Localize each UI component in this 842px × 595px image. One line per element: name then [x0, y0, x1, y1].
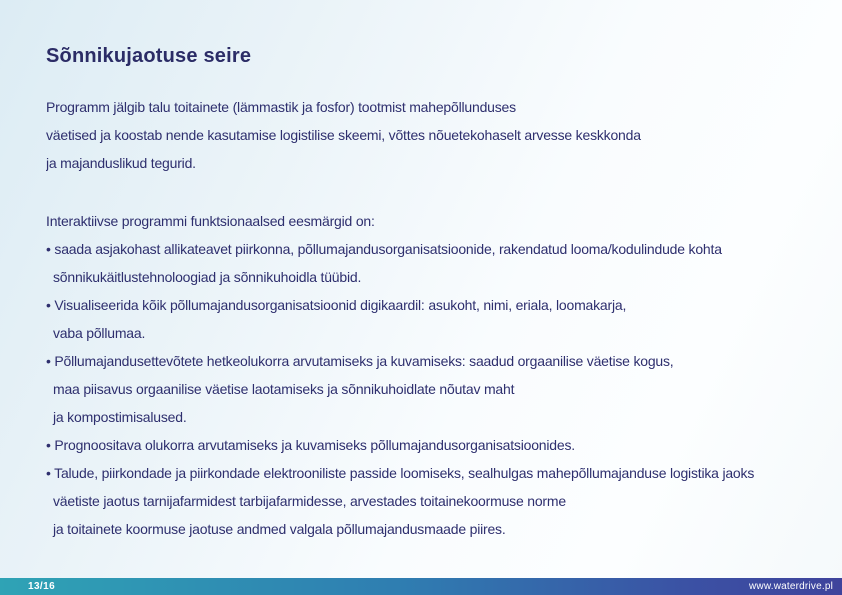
goal-bullet-line: • Prognoositava olukorra arvutamiseks ja kuvamiseks põllumajandusorganisatsioonides. [46, 437, 575, 453]
slide-body [46, 93, 832, 543]
intro-line: Programm jälgib talu toitainete (lämmastik ja fosfor) tootmist mahepõllunduses [46, 99, 516, 115]
goal-continuation-line: vaba põllumaa. [53, 325, 146, 341]
goal-bullet-line: • Põllumajandusettevõtete hetkeolukorra arvutamiseks ja kuvamiseks: saadud orgaanilise väetise kogus, [46, 353, 674, 369]
footer-bar [0, 578, 842, 595]
goal-continuation-line: ja toitainete koormuse jaotuse andmed valgala põllumajandusmaade piires. [53, 521, 506, 537]
goal-bullet-line: • Visualiseerida kõik põllumajandusorganisatsioonid digikaardil: asukoht, nimi, eriala, loomakarja, [46, 297, 627, 313]
page-number: 13/16 [28, 581, 56, 592]
slide-title: Sõnnikujaotuse seire [46, 45, 252, 67]
goal-continuation-line: väetiste jaotus tarnijafarmidest tarbijafarmidesse, arvestades toitainekoormuse norme [53, 493, 566, 509]
goal-bullet-line: • Talude, piirkondade ja piirkondade elektrooniliste passide loomiseks, sealhulgas mahepõllumajanduse logistika jaoks [46, 465, 755, 481]
goal-continuation-line: sõnnikukäitlustehnoloogiad ja sõnnikuhoidla tüübid. [53, 269, 362, 285]
goal-continuation-line: maa piisavus orgaanilise väetise laotamiseks ja sõnnikuhoidlate nõutav maht [53, 381, 515, 397]
goal-continuation-line: ja kompostimisalused. [53, 409, 187, 425]
website-link: www.waterdrive.pl [749, 581, 833, 592]
intro-line: väetised ja koostab nende kasutamise logistilise skeemi, võttes nõuetekohaselt arvesse keskkonda [46, 127, 641, 143]
intro-line: ja majanduslikud tegurid. [46, 155, 196, 171]
goals-heading: Interaktiivse programmi funktsionaalsed eesmärgid on: [46, 213, 375, 229]
goal-bullet-line: • saada asjakohast allikateavet piirkonna, põllumajandusorganisatsioonide, rakendatud looma/kodulindude kohta [46, 241, 722, 257]
